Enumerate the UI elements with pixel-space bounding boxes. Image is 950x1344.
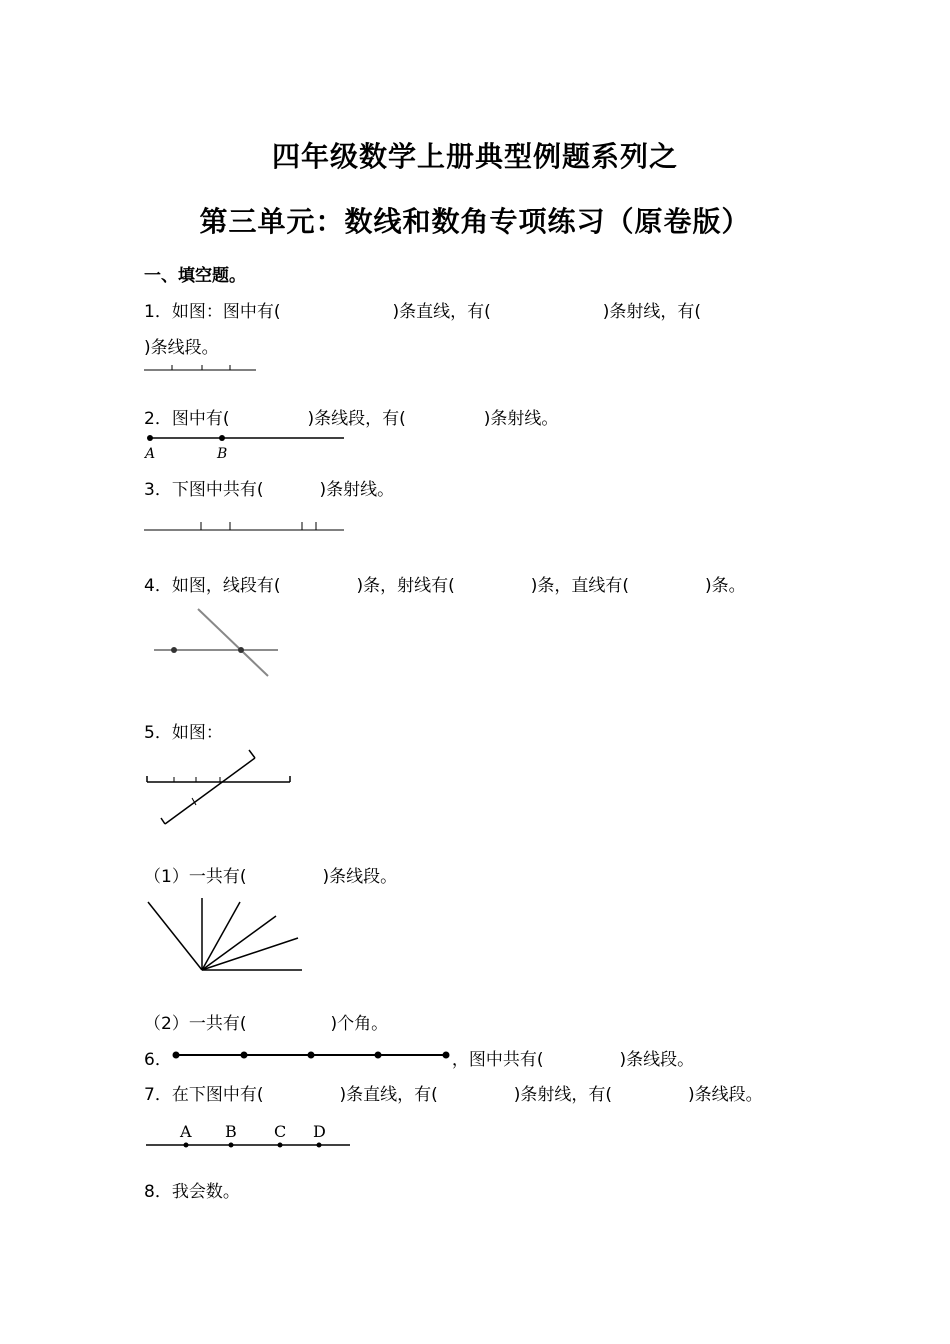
question-5 <box>144 718 223 743</box>
q5-sub2-text-a: （2）一共有( <box>144 1014 247 1034</box>
q7-text-c: )条射线，有( <box>513 1085 612 1105</box>
q4-figure <box>150 605 290 685</box>
q2-figure <box>144 430 354 460</box>
section-heading: 一、填空题。 <box>144 266 246 286</box>
point-intersection <box>238 647 244 653</box>
point-b <box>219 435 225 441</box>
q1-text-b: )条直线，有( <box>392 302 491 322</box>
q7-text-a: 7．在下图中有( <box>144 1085 264 1105</box>
q1-text-c: )条射线，有( <box>602 302 701 322</box>
question-2 <box>144 404 558 429</box>
question-4 <box>144 571 746 596</box>
q1-text-d: )条线段。 <box>144 338 219 358</box>
question-7 <box>144 1080 763 1105</box>
q1-figure <box>144 360 264 380</box>
point-a <box>147 435 153 441</box>
q7-text-d: )条线段。 <box>687 1085 763 1105</box>
q5-angle-figure <box>144 896 314 976</box>
label-d: D <box>313 1122 326 1141</box>
question-1 <box>144 297 701 322</box>
label-a: A <box>180 1122 192 1141</box>
q7-figure <box>144 1120 359 1154</box>
q6-text-a: 6． <box>144 1050 172 1070</box>
q7-text-b: )条直线，有( <box>339 1085 438 1105</box>
question-3 <box>144 475 394 500</box>
q5-sub1-text-b: )条线段。 <box>322 867 398 887</box>
q5-figure <box>144 748 304 828</box>
q6-text-b: ，图中共有( <box>451 1050 544 1070</box>
question-8 <box>144 1177 240 1202</box>
q2-text-b: )条线段，有( <box>307 409 406 429</box>
point-left <box>171 647 177 653</box>
question-1-cont <box>144 333 219 358</box>
q6-figure <box>170 1048 460 1062</box>
q3-figure <box>144 518 354 538</box>
q8-text-a: 8．我会数。 <box>144 1182 240 1202</box>
title-line-2: 第三单元：数线和数角专项练习（原卷版） <box>199 205 751 238</box>
q4-text-d: )条。 <box>704 576 746 596</box>
q3-text-b: )条射线。 <box>319 480 395 500</box>
question-5-sub-2 <box>144 1009 388 1034</box>
q2-text-a: 2．图中有( <box>144 409 230 429</box>
q3-text-a: 3．下图中共有( <box>144 480 264 500</box>
q4-text-a: 4．如图，线段有( <box>144 576 281 596</box>
q2-text-c: )条射线。 <box>483 409 559 429</box>
q5-sub2-text-b: )个角。 <box>330 1014 389 1034</box>
label-a: A <box>145 446 156 462</box>
label-b: B <box>225 1122 237 1141</box>
label-c: C <box>274 1122 287 1141</box>
question-5-sub-1 <box>144 862 397 887</box>
q5-sub1-text-a: （1）一共有( <box>144 867 247 887</box>
q1-text-a: 1．如图：图中有( <box>144 302 281 322</box>
q6-text-c: )条线段。 <box>619 1050 695 1070</box>
q5-text-a: 5．如图： <box>144 723 223 743</box>
q4-text-c: )条，直线有( <box>530 576 629 596</box>
label-b: B <box>217 446 228 462</box>
title-line-1: 四年级数学上册典型例题系列之 <box>271 140 678 173</box>
q4-text-b: )条，射线有( <box>356 576 455 596</box>
